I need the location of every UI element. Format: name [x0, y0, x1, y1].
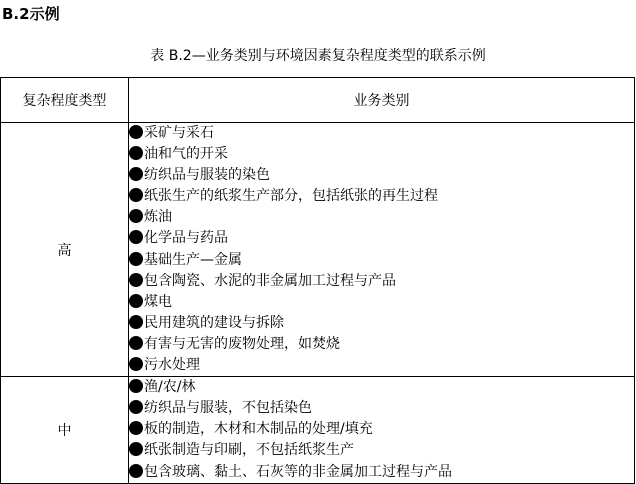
bullet-icon	[129, 230, 143, 244]
section-heading: B.2示例	[2, 5, 60, 23]
items-cell-medium	[129, 377, 635, 483]
relation-table	[0, 77, 635, 484]
bullet-icon	[129, 464, 143, 478]
table-caption: 表 B.2—业务类别与环境因素复杂程度类型的联系示例	[150, 48, 486, 64]
list-item-text: 煤电	[144, 293, 172, 310]
list-item-text: 包含玻璃、黏土、石灰等的非金属加工过程与产品	[144, 463, 452, 480]
list-item-text: 渔/农/林	[144, 379, 196, 396]
list-item	[129, 398, 634, 419]
items-cell-high	[129, 123, 635, 377]
list-item-text: 纸张生产的纸浆生产部分，包括纸张的再生过程	[144, 188, 438, 205]
list-item	[129, 313, 634, 334]
bullet-icon	[129, 400, 143, 414]
list-item	[129, 250, 634, 271]
bullet-icon	[129, 273, 143, 287]
level-cell-high: 高	[1, 123, 129, 377]
list-item	[129, 334, 634, 355]
level-cell-medium: 中	[1, 377, 129, 483]
list-item	[129, 377, 634, 398]
list-item-text: 民用建筑的建设与拆除	[144, 314, 284, 331]
item-list-medium	[129, 377, 634, 482]
header-business-category: 业务类别	[129, 78, 635, 123]
bullet-icon	[129, 188, 143, 202]
list-item-text: 纺织品与服装，不包括染色	[144, 400, 312, 417]
list-item-text: 包含陶瓷、水泥的非金属加工过程与产品	[144, 272, 396, 289]
list-item-text: 采矿与采石	[144, 125, 214, 141]
header-complexity-type: 复杂程度类型	[1, 78, 129, 123]
bullet-icon	[129, 379, 143, 393]
bullet-icon	[129, 357, 143, 371]
table-row-high	[1, 123, 635, 377]
list-item-text: 板的制造，木材和木制品的处理/填充	[144, 421, 373, 438]
list-item	[129, 355, 634, 376]
list-item	[129, 144, 634, 165]
list-item	[129, 271, 634, 292]
bullet-icon	[129, 125, 143, 139]
table-row-medium	[1, 377, 635, 483]
table-header-row	[1, 78, 635, 123]
list-item-text: 纸张制造与印刷，不包括纸浆生产	[144, 442, 354, 459]
bullet-icon	[129, 421, 143, 435]
item-list-high	[129, 123, 634, 376]
list-item	[129, 207, 634, 228]
list-item	[129, 123, 634, 144]
list-item-text: 纺织品与服装的染色	[144, 167, 270, 184]
list-item	[129, 419, 634, 440]
bullet-icon	[129, 294, 143, 308]
list-item	[129, 165, 634, 186]
bullet-icon	[129, 442, 143, 456]
list-item-text: 油和气的开采	[144, 146, 228, 163]
list-item	[129, 292, 634, 313]
list-item	[129, 440, 634, 461]
list-item	[129, 228, 634, 249]
bullet-icon	[129, 315, 143, 329]
list-item-text: 炼油	[144, 209, 172, 226]
list-item-text: 有害与无害的废物处理，如焚烧	[144, 335, 340, 352]
bullet-icon	[129, 252, 143, 266]
list-item-text: 污水处理	[144, 357, 200, 374]
bullet-icon	[129, 336, 143, 350]
list-item-text: 基础生产—金属	[144, 251, 242, 268]
list-item	[129, 186, 634, 207]
bullet-icon	[129, 209, 143, 223]
bullet-icon	[129, 167, 143, 181]
bullet-icon	[129, 146, 143, 160]
list-item-text: 化学品与药品	[144, 230, 228, 247]
list-item	[129, 462, 634, 483]
